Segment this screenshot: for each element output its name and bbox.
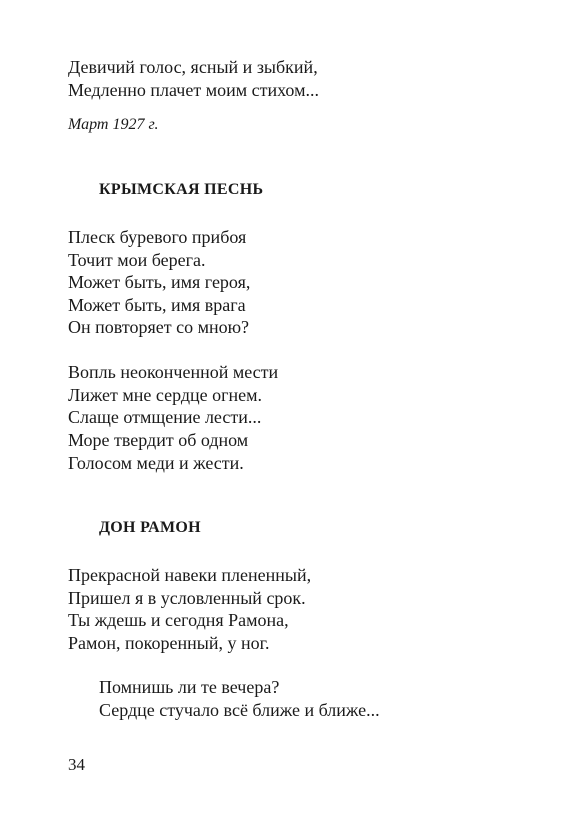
poem-line: Рамон, покоренный, у ног. [68,633,270,653]
poem-line: Лижет мне сердце огнем. [68,385,263,405]
poem-title: КРЫМСКАЯ ПЕСНЬ [99,181,264,198]
poem-line: Помнишь ли те вечера? [99,677,280,697]
poem-line: Медленно плачет моим стихом... [68,80,319,100]
poem-line: Слаще отмщение лести... [68,407,262,427]
poem-line: Может быть, имя героя, [68,272,251,292]
poem-line: Ты ждешь и сегодня Рамона, [68,610,289,630]
poem-line: Прекрасной навеки плененный, [68,565,312,585]
poem-line: Сердце стучало всё ближе и ближе... [99,700,380,720]
poem-line: Вопль неоконченной мести [68,362,279,382]
poem-title: ДОН РАМОН [99,519,201,536]
poem-line: Девичий голос, ясный и зыбкий, [68,57,318,77]
poem-line: Может быть, имя врага [68,295,246,315]
poem-line: Он повторяет со мною? [68,317,250,337]
poem-line: Пришел я в условленный срок. [68,588,306,608]
page-number: 34 [68,755,85,774]
poem-line: Плеск буревого прибоя [68,227,247,247]
poem-line: Море твердит об одном [68,430,249,450]
poem-line: Голосом меди и жести. [68,453,244,473]
poem-date: Март 1927 г. [68,116,159,133]
poem-line: Точит мои берега. [68,250,206,270]
